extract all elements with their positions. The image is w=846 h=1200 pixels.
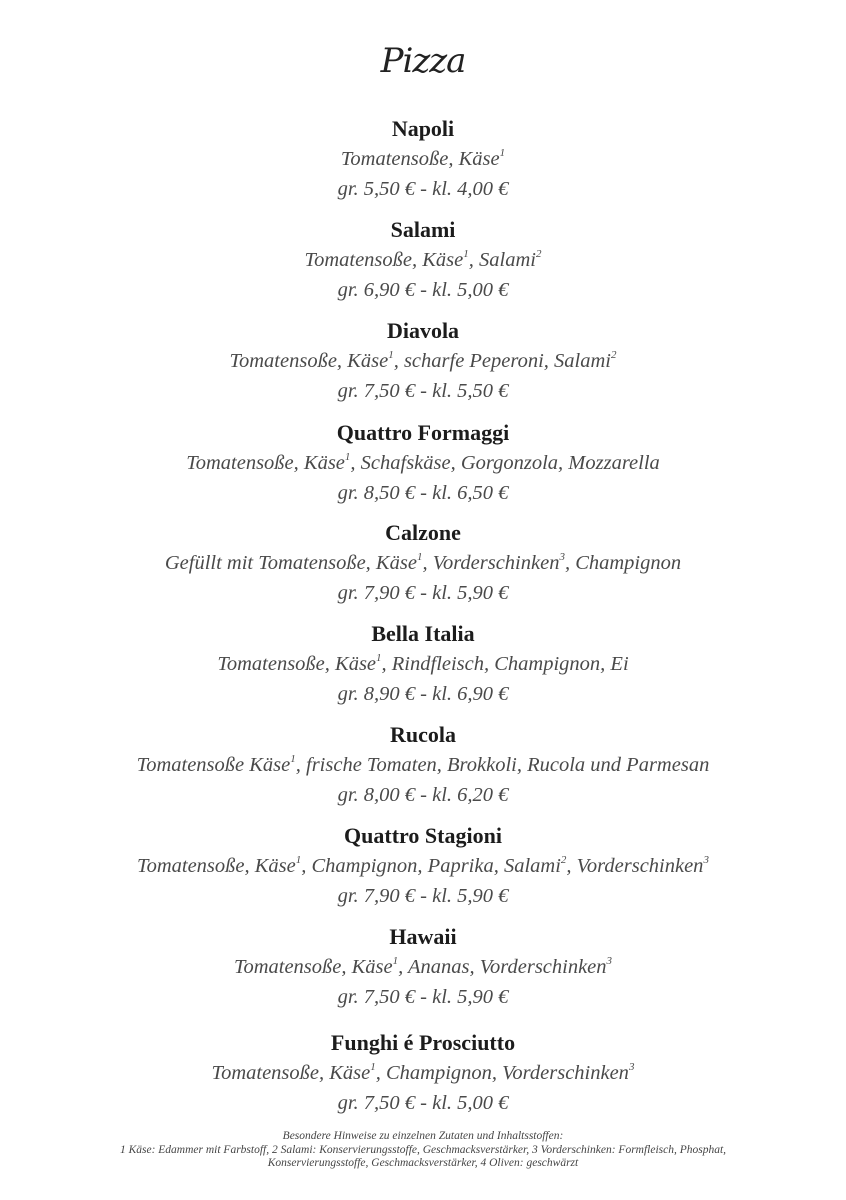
footnote: [0, 1130, 846, 1171]
menu-item: [0, 821, 846, 911]
allergen-footnote-marker: 1: [376, 652, 382, 665]
page-title: Pizza: [380, 41, 466, 81]
allergen-footnote-marker: 2: [611, 349, 617, 362]
allergen-footnote-marker: 2: [535, 248, 542, 261]
pizza-ingredients: [0, 750, 846, 780]
pizza-price: gr. 7,50 € - kl. 5,00 €: [337, 1092, 509, 1114]
pizza-ingredients: [0, 346, 846, 376]
pizza-price: gr. 8,00 € - kl. 6,20 €: [337, 784, 509, 806]
pizza-name: Quattro Stagioni: [344, 823, 502, 848]
pizza-ingredients: [0, 851, 846, 881]
pizza-price: gr. 8,90 € - kl. 6,90 €: [337, 683, 509, 705]
allergen-footnote-marker: 3: [628, 1061, 635, 1074]
allergen-footnote-marker: 3: [559, 551, 565, 564]
allergen-footnote-marker: 3: [606, 955, 613, 968]
ingredients-text: Tomatensoße, Käse: [304, 249, 464, 271]
menu-item: [0, 215, 846, 305]
footnote-line: Konservierungsstoffe, Geschmacksverstärker, 4 Oliven: geschwärzt: [267, 1157, 579, 1169]
pizza-ingredients: [0, 1058, 846, 1088]
allergen-footnote-marker: 3: [703, 854, 709, 867]
pizza-price: gr. 7,50 € - kl. 5,50 €: [337, 380, 509, 402]
menu-item: [0, 316, 846, 406]
menu-item: [0, 619, 846, 709]
pizza-price: gr. 7,90 € - kl. 5,90 €: [337, 885, 509, 907]
ingredients-text: , Rindfleisch, Champignon, Ei: [381, 653, 629, 675]
pizza-price: gr. 7,90 € - kl. 5,90 €: [337, 582, 509, 604]
ingredients-text: Gefüllt mit Tomatensoße, Käse: [164, 552, 417, 574]
pizza-ingredients: [0, 448, 846, 478]
allergen-footnote-marker: 2: [560, 854, 567, 867]
menu-item: [0, 1028, 846, 1118]
pizza-ingredients: [0, 548, 846, 578]
ingredients-text: Tomatensoße, Käse: [340, 148, 500, 170]
ingredients-text: , Champignon: [564, 552, 682, 574]
allergen-footnote-marker: 1: [290, 753, 296, 766]
ingredients-text: , Vorderschinken: [422, 552, 560, 574]
ingredients-text: Tomatensoße, Käse: [186, 452, 345, 474]
menu-item: [0, 518, 846, 608]
pizza-ingredients: [0, 952, 846, 982]
allergen-footnote-marker: 1: [392, 955, 399, 968]
allergen-footnote-marker: 1: [499, 147, 506, 160]
allergen-footnote-marker: 1: [463, 248, 469, 261]
pizza-name: Napoli: [391, 116, 455, 141]
ingredients-text: , scharfe Peperoni, Salami: [393, 350, 611, 372]
ingredients-text: Tomatensoße, Käse: [217, 653, 377, 675]
ingredients-text: Tomatensoße Käse: [136, 754, 291, 776]
allergen-footnote-marker: 1: [344, 451, 351, 464]
ingredients-text: Tomatensoße, Käse: [233, 956, 393, 978]
menu-item: [0, 922, 846, 1012]
allergen-footnote-marker: 1: [416, 551, 423, 564]
ingredients-text: , Vorderschinken: [566, 855, 704, 877]
footnote-heading: Besondere Hinweise zu einzelnen Zutaten und Inhaltsstoffen:: [282, 1130, 564, 1142]
pizza-name: Bella Italia: [371, 621, 475, 646]
pizza-name: Quattro Formaggi: [336, 420, 510, 445]
ingredients-text: , frische Tomaten, Brokkoli, Rucola und Parmesan: [295, 754, 710, 776]
ingredients-text: Tomatensoße, Käse: [137, 855, 296, 877]
menu-item: [0, 720, 846, 810]
menu-item: [0, 114, 846, 204]
ingredients-text: , Champignon, Vorderschinken: [375, 1062, 629, 1084]
pizza-name: Calzone: [385, 520, 461, 545]
ingredients-text: , Salami: [468, 249, 536, 271]
pizza-name: Rucola: [390, 722, 456, 747]
pizza-price: gr. 6,90 € - kl. 5,00 €: [337, 279, 509, 301]
menu-item: [0, 418, 846, 508]
ingredients-text: Tomatensoße, Käse: [229, 350, 389, 372]
pizza-name: Funghi é Prosciutto: [330, 1030, 516, 1055]
ingredients-text: , Champignon, Paprika, Salami: [301, 855, 561, 877]
allergen-footnote-marker: 1: [370, 1061, 376, 1074]
pizza-ingredients: [0, 245, 846, 275]
footnote-line: 1 Käse: Edammer mit Farbstoff, 2 Salami: Konservierungsstoffe, Geschmacksverstärker, 3 Vorderschinken: Formfleisch, Phosphat,: [119, 1143, 727, 1156]
pizza-ingredients: [0, 649, 846, 679]
pizza-price: gr. 8,50 € - kl. 6,50 €: [337, 482, 509, 504]
ingredients-text: , Ananas, Vorderschinken: [398, 956, 607, 978]
pizza-name: Diavola: [386, 318, 460, 343]
ingredients-text: Tomatensoße, Käse: [211, 1062, 371, 1084]
pizza-ingredients: [0, 144, 846, 174]
pizza-name: Salami: [390, 217, 456, 242]
pizza-name: Hawaii: [389, 924, 457, 949]
pizza-price: gr. 7,50 € - kl. 5,90 €: [337, 986, 509, 1008]
allergen-footnote-marker: 1: [295, 854, 302, 867]
pizza-price: gr. 5,50 € - kl. 4,00 €: [337, 178, 509, 200]
ingredients-text: , Schafskäse, Gorgonzola, Mozzarella: [350, 452, 660, 474]
allergen-footnote-marker: 1: [388, 349, 394, 362]
